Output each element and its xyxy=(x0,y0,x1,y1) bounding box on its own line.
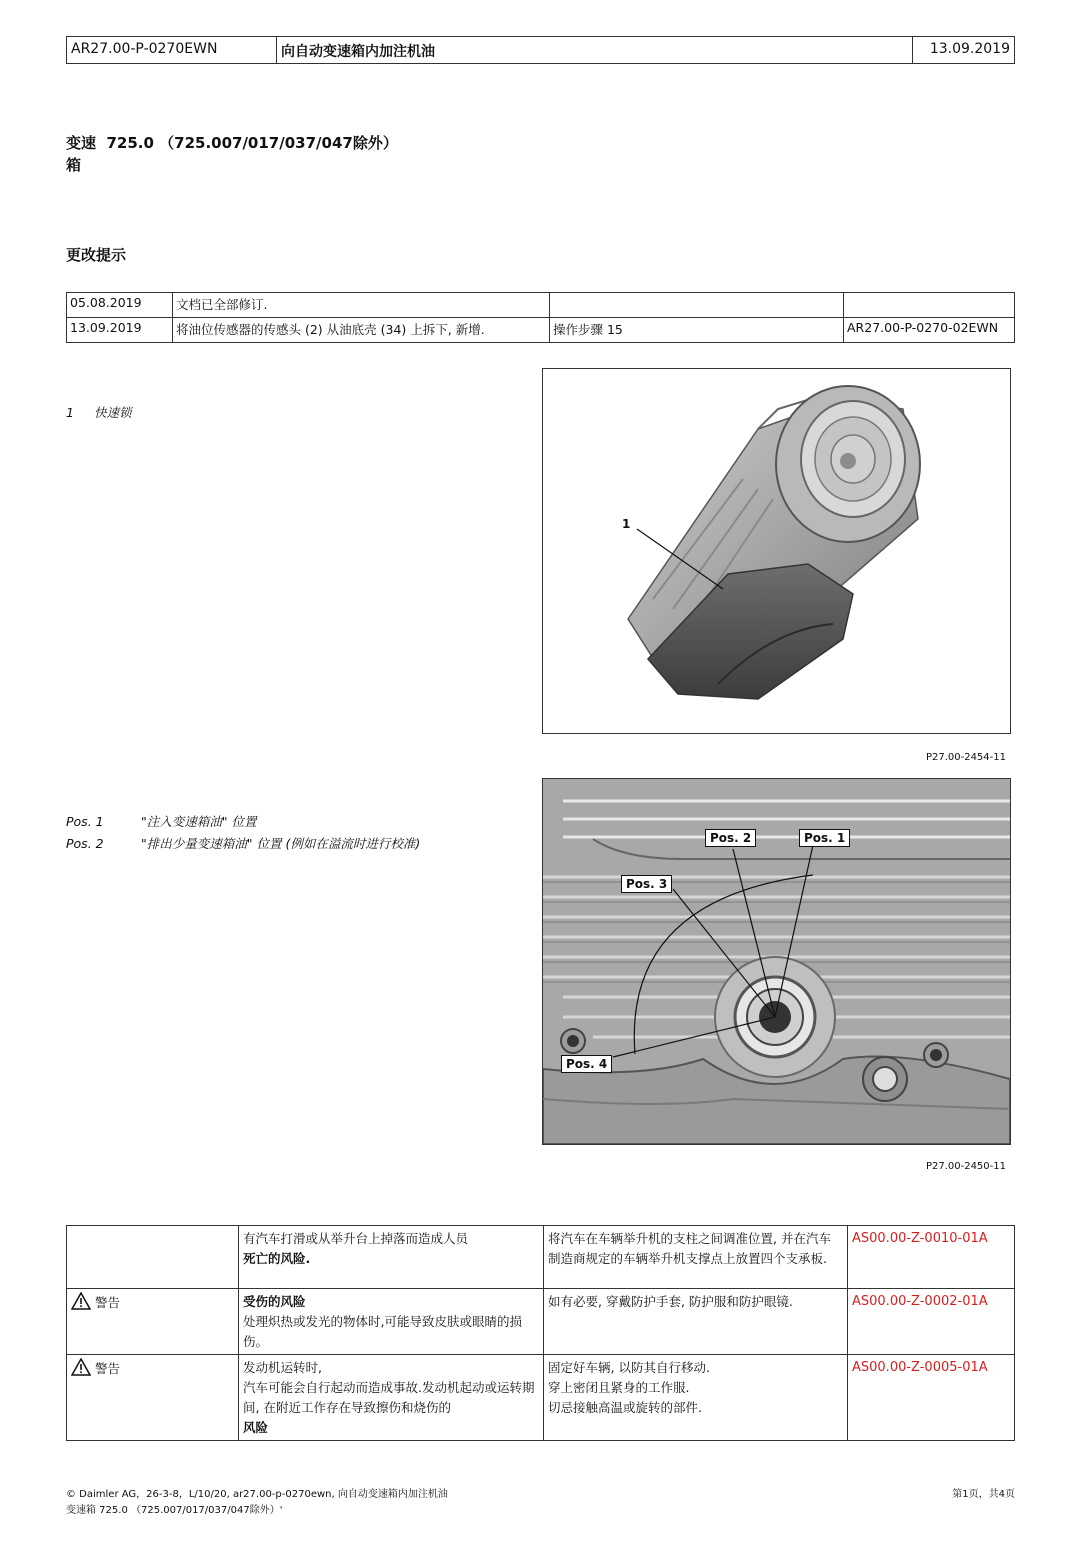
model-value: 725.0 （725.007/017/037/047除外） xyxy=(106,134,398,152)
legend-number: Pos. 2 xyxy=(66,836,104,851)
oil-pan-illustration xyxy=(543,779,1010,1144)
legend-text: "排出少量变速箱油" 位置 (例如在溢流时进行校准) xyxy=(141,836,421,851)
warning-label: 警告 xyxy=(95,1295,121,1310)
risk-bold: 死亡的风险. xyxy=(243,1251,311,1266)
legend-text: "注入变速箱油" 位置 xyxy=(141,814,257,829)
change-step: 操作步骤 15 xyxy=(550,318,844,343)
warning-label-cell xyxy=(67,1226,239,1289)
doc-id: AR27.00-P-0270EWN xyxy=(67,37,277,64)
callout-pos2: Pos. 2 xyxy=(705,829,756,847)
risk-text: 发动机运转时, 汽车可能会自行起动而造成事故.发动机起动或运转期间, 在附近工作存在导致擦伤和烧伤的 xyxy=(243,1360,535,1415)
risk-cell xyxy=(239,1226,544,1289)
table-row xyxy=(67,1289,1015,1355)
footer xyxy=(66,1487,448,1519)
model-label-1: 变速 xyxy=(66,134,97,152)
changes-table xyxy=(66,292,1015,343)
doc-title: 向自动变速箱内加注机油 xyxy=(277,37,913,64)
callout-1: 1 xyxy=(619,517,633,531)
changes-title: 更改提示 xyxy=(66,246,127,264)
warning-label-cell xyxy=(67,1289,239,1355)
document-header xyxy=(66,36,1015,64)
figure2-legend xyxy=(66,811,420,855)
warning-code: AS00.00-Z-0002-01A xyxy=(848,1289,1015,1355)
table-row xyxy=(67,318,1015,343)
measure-text: 将汽车在车辆举升机的支柱之间调准位置, 并在汽车制造商规定的车辆举升机支撑点上放置四个支承板. xyxy=(544,1226,848,1289)
change-date: 13.09.2019 xyxy=(67,318,173,343)
measure-text: 如有必要, 穿戴防护手套, 防护服和防护眼镜. xyxy=(544,1289,848,1355)
transmission-illustration xyxy=(543,369,1010,733)
legend-text: 快速锁 xyxy=(94,405,132,420)
change-ref xyxy=(844,293,1015,318)
change-text: 将油位传感器的传感头 (2) 从油底壳 (34) 上拆下, 新增. xyxy=(173,318,550,343)
figure2-caption: P27.00-2450-11 xyxy=(925,1161,1006,1172)
callout-pos4: Pos. 4 xyxy=(561,1055,612,1073)
figure1-legend xyxy=(66,402,132,424)
legend-number: Pos. 1 xyxy=(66,814,104,829)
risk-text: 处理炽热或发光的物体时,可能导致皮肤或眼睛的损伤。 xyxy=(243,1314,522,1349)
table-row xyxy=(67,1226,1015,1289)
table-row xyxy=(67,1355,1015,1441)
footer-line-2: 变速箱 725.0 （725.007/017/037/047除外）' xyxy=(66,1505,283,1516)
risk-cell xyxy=(239,1355,544,1441)
page-number: 第1页，共4页 xyxy=(952,1489,1015,1500)
warning-label: 警告 xyxy=(95,1361,121,1376)
callout-pos1: Pos. 1 xyxy=(799,829,850,847)
risk-cell xyxy=(239,1289,544,1355)
legend-item xyxy=(66,811,420,833)
callout-pos3: Pos. 3 xyxy=(621,875,672,893)
warning-code: AS00.00-Z-0005-01A xyxy=(848,1355,1015,1441)
footer-line-1: © Daimler AG，26-3-8，L/10/20, ar27.00-p-0270ewn, 向自动变速箱内加注机油 xyxy=(66,1489,448,1500)
risk-text: 有汽车打滑或从举升台上掉落而造成人员 xyxy=(243,1231,469,1246)
measure-text: 固定好车辆, 以防其自行移动. 穿上密闭且紧身的工作服. 切忌接触高温或旋转的部件. xyxy=(544,1355,848,1441)
model-heading xyxy=(66,132,398,176)
oil-pan-figure xyxy=(542,778,1011,1145)
warning-triangle-icon xyxy=(71,1358,91,1376)
table-row xyxy=(67,293,1015,318)
change-ref: AR27.00-P-0270-02EWN xyxy=(844,318,1015,343)
transmission-figure xyxy=(542,368,1011,734)
figure1-caption: P27.00-2454-11 xyxy=(925,752,1006,763)
change-date: 05.08.2019 xyxy=(67,293,173,318)
warning-triangle-icon xyxy=(71,1292,91,1310)
legend-number: 1 xyxy=(66,405,74,420)
risk-bold: 风险 xyxy=(243,1420,269,1435)
warning-label-cell xyxy=(67,1355,239,1441)
warning-code: AS00.00-Z-0010-01A xyxy=(848,1226,1015,1289)
risk-bold: 受伤的风险 xyxy=(243,1294,306,1309)
model-label-2: 箱 xyxy=(66,156,82,174)
change-text: 文档已全部修订. xyxy=(173,293,550,318)
legend-item xyxy=(66,833,420,855)
safety-table xyxy=(66,1225,1015,1441)
change-step xyxy=(550,293,844,318)
doc-date: 13.09.2019 xyxy=(913,37,1015,64)
